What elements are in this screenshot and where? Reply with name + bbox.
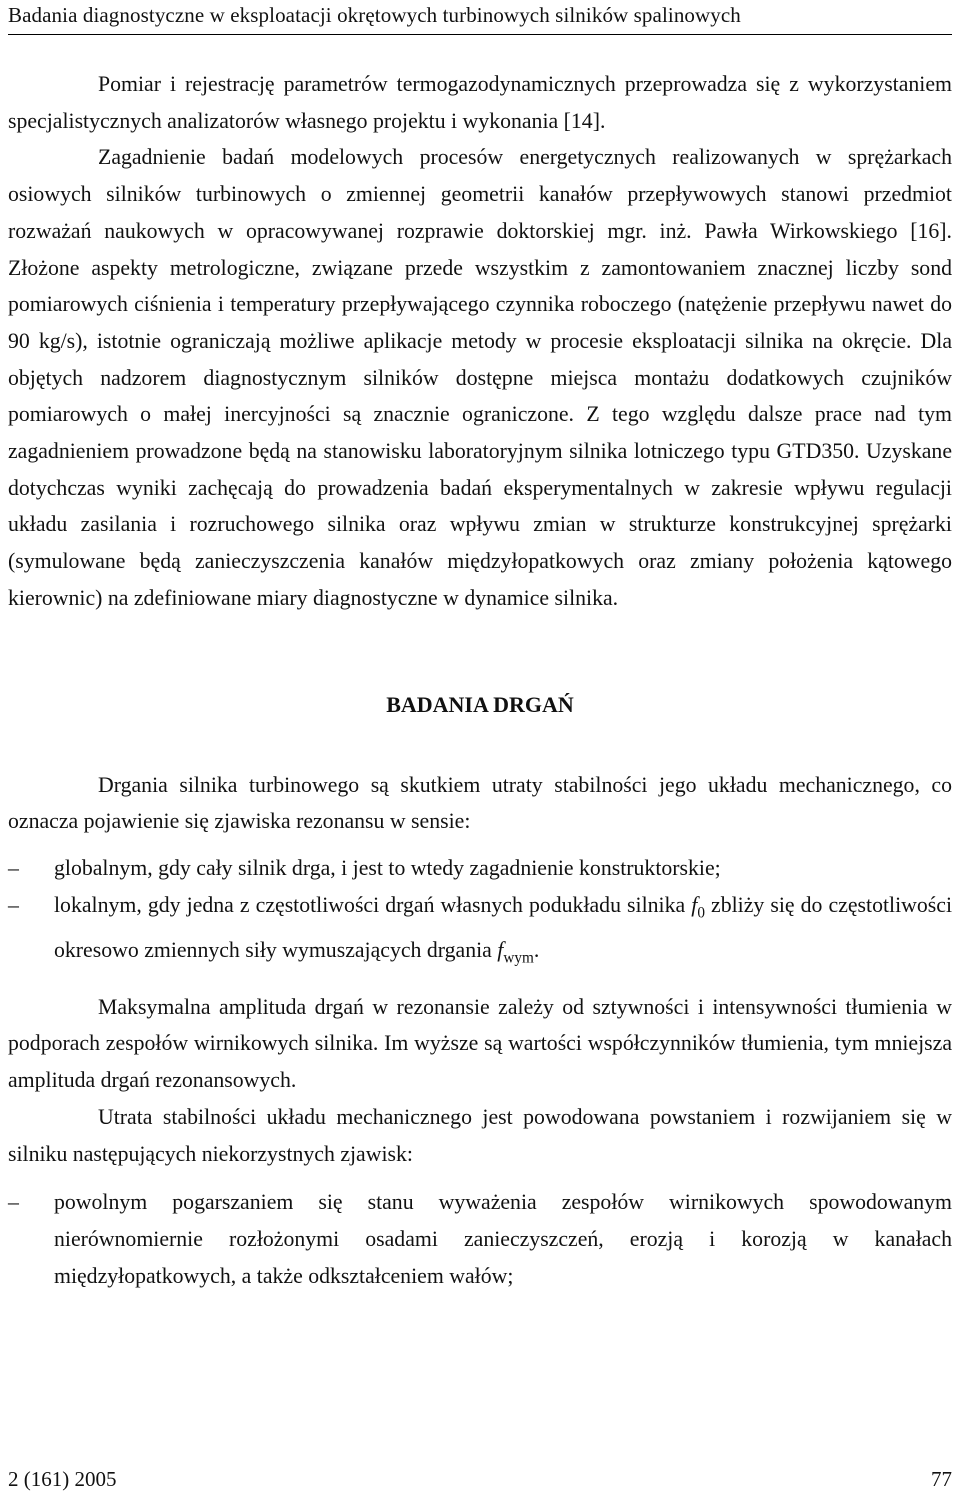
paragraph-stability-loss: Utrata stabilności układu mechanicznego jest powodowana powstaniem i rozwijaniem się w silniku następujących niekorzystnych zjawisk: xyxy=(8,1104,952,1166)
dash-bullet: – xyxy=(8,1190,19,1215)
list-item-text: powolnym pogarszaniem się stanu wyważenia zespołów wirnikowych spowodowanym nierównomiernie rozłożonymi osadami zanieczyszczeń, erozją i korozją w kanałach międzyłopatkowych, a także odkształceniem wałów; xyxy=(54,1190,952,1288)
list-item-text: zbliży się do częstotliwości okresowo zmiennych siły wymuszających drgania xyxy=(54,892,953,962)
resonance-list xyxy=(8,850,952,977)
paragraph-amplitude: Maksymalna amplituda drgań w rezonansie zależy od sztywności i intensywności tłumienia w podporach zespołów wirnikowych silnika. Im wyższe są wartości współczynników tłumienia, tym mniejsza amplituda drgań rezonansowych. xyxy=(8,994,952,1093)
list-item xyxy=(8,850,952,887)
page-body xyxy=(8,66,952,1306)
symbol-f: f xyxy=(691,892,698,917)
paragraph-vibration-intro: Drgania silnika turbinowego są skutkiem utraty stabilności jego układu mechanicznego, co oznacza pojawienie się zjawiska rezonansu w sensie: xyxy=(8,772,952,834)
section-heading: BADANIA DRGAŃ xyxy=(386,691,574,717)
paragraph-measurement: Pomiar i rejestrację parametrów termogazodynamicznych przeprowadza się z wykorzystaniem specjalistycznych analizatorów własnego projektu i wykonania [14]. xyxy=(8,72,952,133)
running-header xyxy=(8,0,952,35)
list-item-text: globalnym, gdy cały silnik drga, i jest to wtedy zagadnienie konstruktorskie; xyxy=(54,855,721,880)
paragraph-model-research: Zagadnienie badań modelowych procesów energetycznych realizowanych w sprężarkach osiowych silników turbinowych o zmiennej geometrii kanałów przepływowych stanowi przedmiot rozważań naukowych w opracowywanej rozprawie doktorskiej mgr. inż. Pawła Wirkowskiego [16]. Złożone aspekty metrologiczne, związane przede wszystkim z zamontowaniem znacznej liczby sond pomiarowych ciśnienia i temperatury przepływającego czynnika roboczego (natężenie przepływu nawet do 90 kg/s), istotnie ograniczają możliwe aplikacje metody w procesie eksploatacji silnika na okręcie. Dla objętych nadzorem diagnostycznym silników dostępne miejsca montażu dodatkowych czujników pomiarowych o małej inercyjności są znacznie ograniczone. Z tego względu dalsze prace nad tym zagadnieniem prowadzone będą na stanowisku laboratoryjnym silnika lotniczego typu GTD350. Uzyskane dotychczas wyniki zachęcają do prowadzenia badań eksperymentalnych w zakresie wpływu regulacji układu zasilania i rozruchowego silnika oraz wpływu zmian w strukturze konstrukcyjnej sprężarki (symulowane będą zanieczyszczenia kanałów międzyłopatkowych oraz zmiany położenia kątowego kierownic) na zdefiniowane miary diagnostyczne w dynamice silnika. xyxy=(8,145,952,610)
phenomena-list xyxy=(8,1184,952,1294)
list-item xyxy=(8,887,952,977)
running-title: Badania diagnostyczne w eksploatacji okrętowych turbinowych silników spalinowych xyxy=(8,3,741,27)
issue-number: 2 (161) 2005 xyxy=(8,1467,117,1491)
dash-bullet: – xyxy=(8,892,19,917)
symbol-f: f xyxy=(497,937,504,962)
list-item-text: . xyxy=(533,937,540,962)
dash-bullet: – xyxy=(8,855,19,880)
list-item-text: lokalnym, gdy jedna z częstotliwości drgań własnych podukładu silnika xyxy=(54,892,692,917)
list-item xyxy=(8,1184,952,1294)
subscript-zero: 0 xyxy=(697,904,705,922)
page-number: 77 xyxy=(931,1467,952,1491)
subscript-wym: wym xyxy=(503,949,534,967)
